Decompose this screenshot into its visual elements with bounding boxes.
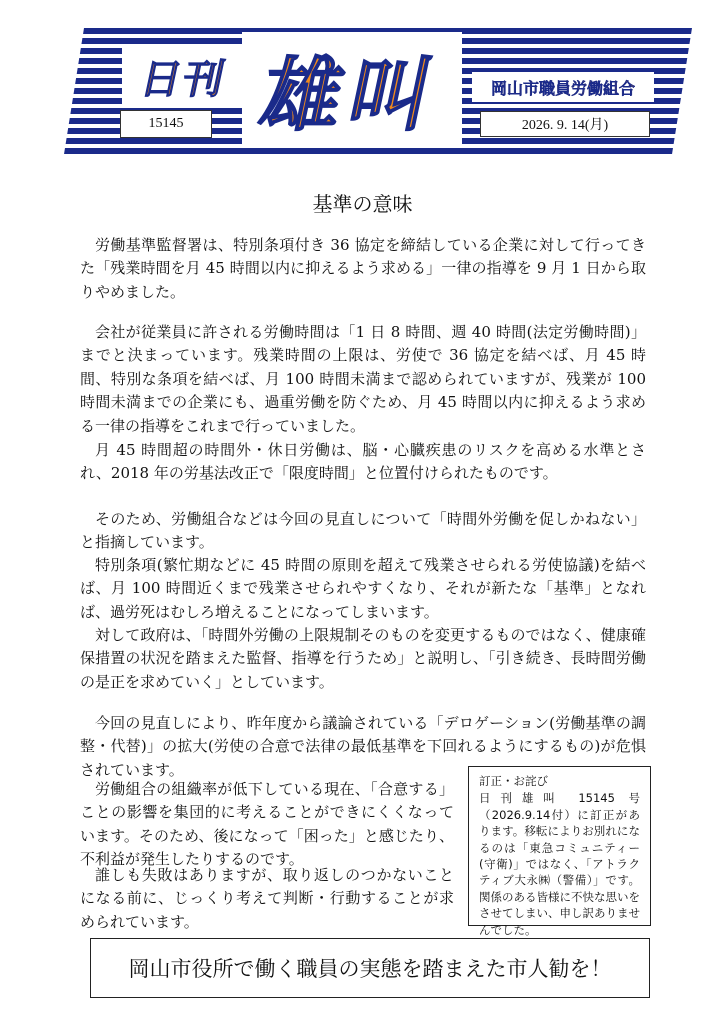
correction-body: 日刊雄叫 15145 号（2026.9.14付）に訂正があります。移転によりお別れになるのは「東急コミュニティー(守衛)」ではなく、「アトラクティブ大永㈱（警備）」です。関係のある皆様に不快な思いをさせてしまい、申し訳ありませんでした。 — [479, 791, 640, 937]
article-title: 基準の意味 — [312, 192, 413, 216]
article-paragraph: 月 45 時間超の時間外・休日労働は、脳・心臓疾患のリスクを高める水準とされ、2018 年の労基法改正で「限度時間」と位置付けられたものです。 — [80, 441, 646, 483]
union-name-box — [472, 72, 654, 102]
article-paragraph: 誰しも失敗はありますが、取り返しのつかないことになる前に、じっくり考えて判断・行動することが求められています。 — [80, 866, 454, 931]
article-paragraph: 特別条項(繁忙期などに 45 時間の原則を超えて残業させられる労使協議)を結べば、月 100 時間近くまで残業させられやすくなり、それが新たな「基準」となれば、過労死はむしろ増えることになってしまいます。 — [80, 556, 646, 621]
issue-date: 2026. 9. 14(月) — [480, 111, 650, 137]
logo-nikkan-text: 日刊 — [136, 56, 231, 103]
article-paragraph: 対して政府は、「時間外労働の上限規制そのものを変更するものではなく、健康確保措置の状況を踏まえた監督、指導を行うため」と説明し、「引き続き、長時間労働の是正を求めていく」としています。 — [80, 626, 646, 691]
correction-notice — [468, 766, 651, 937]
issue-number: 15145 — [120, 110, 212, 138]
logo-otakebi-text: 雄叫 — [252, 48, 449, 142]
article-paragraph: 会社が従業員に許される労働時間は「1 日 8 時間、週 40 時間(法定労働時間)」までと決まっています。残業時間の上限は、労使で 36 協定を結べば、月 45 時間、特別な条項を結べば、月 100 時間未満まで認められていますが、残業が 100 時間未満までの企業にも、過重労働を防ぐため、月 45 時間以内に抑えるよう求める一律の指導をこれまで行っていました。 — [80, 323, 646, 435]
logo-nikkan — [122, 44, 246, 108]
article-paragraph: そのため、労働組合などは今回の見直しについて「時間外労働を促しかねない」と指摘しています。 — [80, 510, 646, 552]
article-paragraph: 労働組合の組織率が低下している現在、「合意する」ことの影響を集団的に考えることができにくくなっています。そのため、後になって「困った」と感じたり、不利益が発生したりするのです。 — [80, 780, 454, 869]
union-name: 岡山市職員労働組合 — [490, 78, 635, 98]
masthead — [84, 28, 692, 154]
slogan-banner: 岡山市役所で働く職員の実態を踏まえた市人勧を！ — [90, 938, 650, 998]
correction-title: 訂正・お詫び — [479, 774, 548, 788]
article-paragraph: 労働基準監督署は、特別条項付き 36 協定を締結している企業に対して行ってきた「残業時間を月 45 時間以内に抑えるよう求める」一律の指導を 9 月 1 日から取りやめました。 — [80, 236, 646, 301]
article-paragraph: 今回の見直しにより、昨年度から議論されている「デロゲーション(労働基準の調整・代替)」の拡大(労使の合意で法律の最低基準を下回れるようにするもの)が危惧されています。 — [80, 714, 646, 779]
logo-otakebi — [242, 32, 462, 144]
